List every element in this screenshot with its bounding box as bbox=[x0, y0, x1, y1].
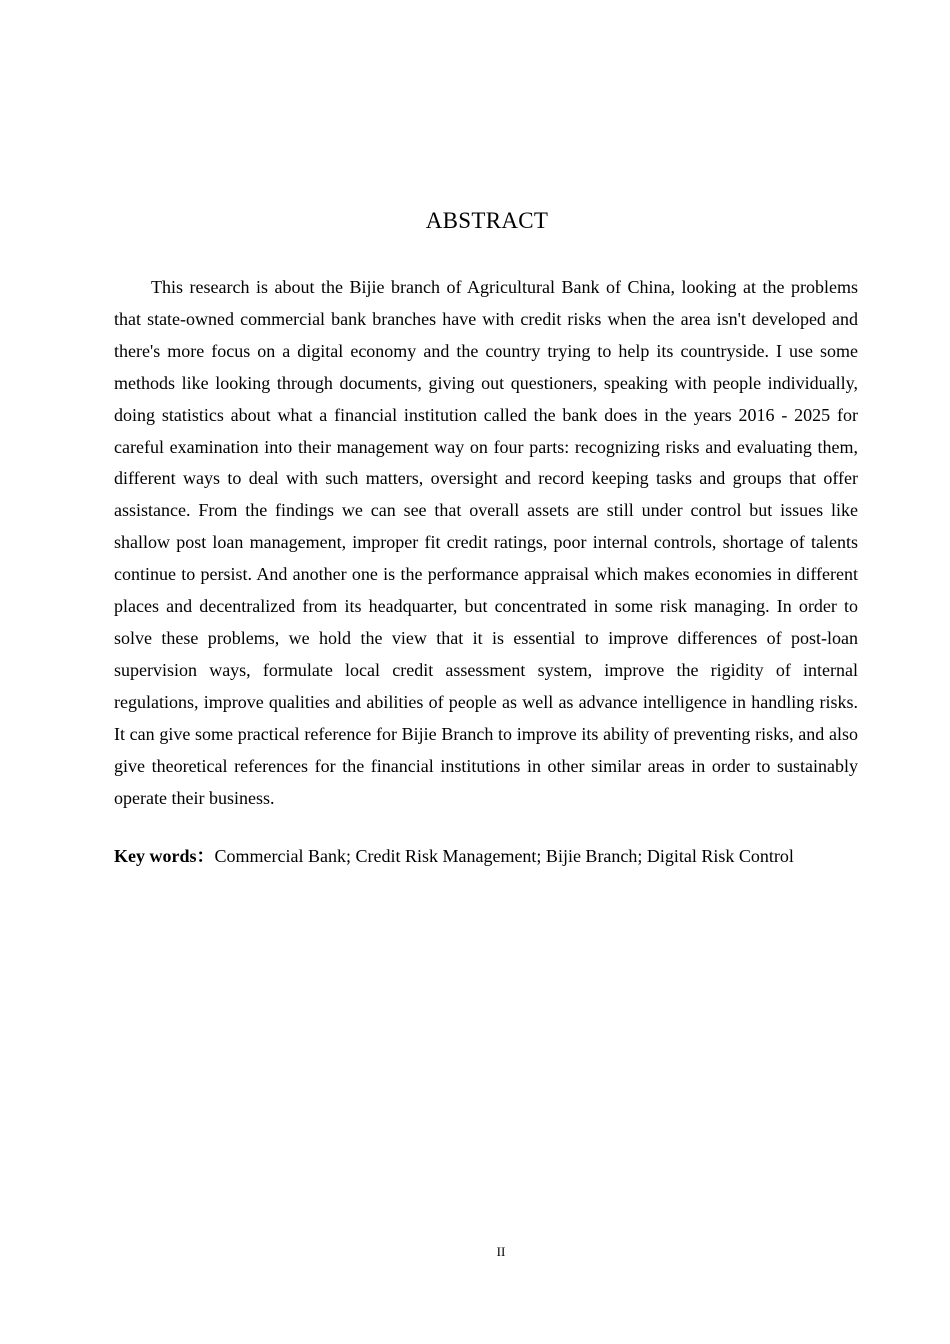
abstract-title: ABSTRACT bbox=[425, 208, 549, 233]
keywords-line bbox=[114, 842, 874, 870]
keywords-text: Commercial Bank; Credit Risk Management; Bijie Branch; Digital Risk Control bbox=[214, 846, 794, 866]
page-number: II bbox=[496, 1244, 506, 1259]
keywords-label: Key words： bbox=[114, 846, 215, 866]
abstract-body: This research is about the Bijie branch of Agricultural Bank of China, looking at the problems that state-owned commercial bank branches have with credit risks when the area isn't developed and there's more focus on a digital economy and the country trying to help its countryside. I use some methods like looking through documents, giving out questioners, speaking with people individually, doing statistics about what a financial institution called the bank does in the years 2016 - 2025 for careful examination into their management way on four parts: recognizing risks and evaluating them, different ways to deal with such matters, oversight and record keeping tasks and groups that offer assistance. From the findings we can see that overall assets are still under control but issues like shallow post loan management, improper fit credit ratings, poor internal controls, shortage of talents continue to persist. And another one is the performance appraisal which makes economies in different places and decentralized from its headquarter, but concentrated in some risk managing. In order to solve these problems, we hold the view that it is essential to improve differences of post-loan supervision ways, formulate local credit assessment system, improve the rigidity of internal regulations, improve qualities and abilities of people as well as advance intelligence in handling risks. It can give some practical reference for Bijie Branch to improve its ability of preventing risks, and also give theoretical references for the financial institutions in other similar areas in order to sustainably operate their business. bbox=[114, 277, 858, 808]
